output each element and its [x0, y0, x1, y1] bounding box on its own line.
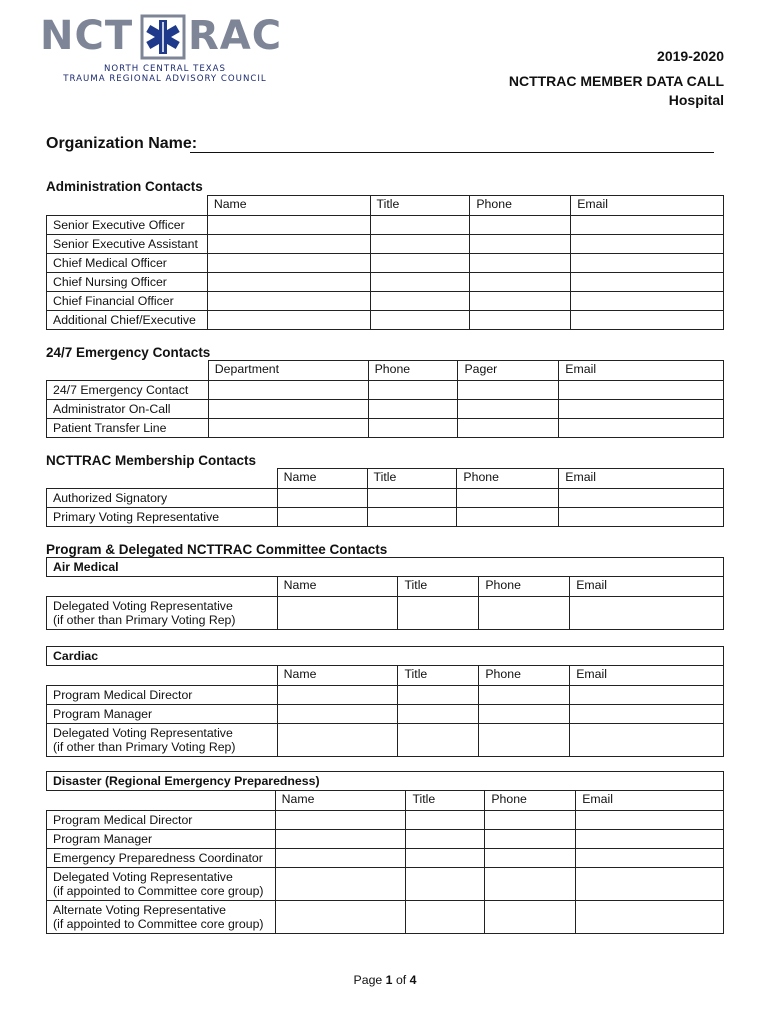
- admin-col-phone: Phone: [470, 196, 571, 216]
- department-cell[interactable]: [208, 419, 368, 438]
- name-cell[interactable]: [207, 216, 370, 235]
- table-row: [47, 400, 724, 419]
- admin-col-email: Email: [571, 196, 724, 216]
- email-cell[interactable]: [576, 830, 724, 849]
- pager-cell[interactable]: [458, 419, 559, 438]
- name-cell[interactable]: [277, 705, 398, 724]
- table-row: [47, 686, 724, 705]
- phone-cell[interactable]: [368, 381, 458, 400]
- admin-col-title: Title: [370, 196, 470, 216]
- email-cell[interactable]: [576, 868, 724, 901]
- email-cell[interactable]: [559, 381, 724, 400]
- table-row: [47, 508, 724, 527]
- air-col-phone: Phone: [479, 577, 570, 597]
- emergency-col-pager: Pager: [458, 361, 559, 381]
- email-cell[interactable]: [570, 724, 724, 757]
- air-medical-table: [46, 557, 724, 630]
- email-cell[interactable]: [576, 849, 724, 868]
- cardiac-col-email: Email: [570, 666, 724, 686]
- page-number: Page 1 of 4: [353, 973, 417, 987]
- table-row: [47, 489, 724, 508]
- phone-cell[interactable]: [485, 811, 576, 830]
- phone-cell[interactable]: [479, 724, 570, 757]
- disaster-table: [46, 771, 724, 934]
- title-cell[interactable]: [370, 311, 470, 330]
- disaster-col-email: Email: [576, 791, 724, 811]
- email-cell[interactable]: [571, 292, 724, 311]
- nctrac-logo: [40, 14, 290, 86]
- title-cell[interactable]: [406, 868, 485, 901]
- document-type: Hospital: [668, 92, 724, 108]
- table-row: [47, 597, 724, 630]
- name-cell[interactable]: [277, 508, 367, 527]
- row-label: Additional Chief/Executive: [47, 311, 208, 330]
- membership-contacts-title: NCTTRAC Membership Contacts: [46, 453, 257, 468]
- row-label: Emergency Preparedness Coordinator: [47, 849, 276, 868]
- name-cell[interactable]: [275, 811, 406, 830]
- email-cell[interactable]: [559, 508, 724, 527]
- air-col-name: Name: [277, 577, 398, 597]
- disaster-col-name: Name: [275, 791, 406, 811]
- department-cell[interactable]: [208, 400, 368, 419]
- row-label: Delegated Voting Representative (if other than Primary Voting Rep): [47, 724, 278, 757]
- email-cell[interactable]: [559, 419, 724, 438]
- email-cell[interactable]: [571, 235, 724, 254]
- row-label: Administrator On-Call: [47, 400, 209, 419]
- email-cell[interactable]: [559, 489, 724, 508]
- name-cell[interactable]: [277, 489, 367, 508]
- disaster-col-title: Title: [406, 791, 485, 811]
- phone-cell[interactable]: [479, 705, 570, 724]
- phone-cell[interactable]: [485, 849, 576, 868]
- phone-cell[interactable]: [470, 273, 571, 292]
- row-label: 24/7 Emergency Contact: [47, 381, 209, 400]
- phone-cell[interactable]: [485, 901, 576, 934]
- title-cell[interactable]: [406, 830, 485, 849]
- row-label: Primary Voting Representative: [47, 508, 278, 527]
- name-cell[interactable]: [275, 830, 406, 849]
- admin-col-name: Name: [207, 196, 370, 216]
- phone-cell[interactable]: [457, 508, 559, 527]
- logo-mark-right: RAC: [188, 13, 283, 59]
- email-cell[interactable]: [571, 311, 724, 330]
- row-label: Alternate Voting Representative (if appointed to Committee core group): [47, 901, 276, 934]
- administration-contacts-title: Administration Contacts: [46, 179, 203, 194]
- star-of-life-icon: [140, 14, 186, 60]
- table-row: [47, 292, 724, 311]
- table-row: [47, 705, 724, 724]
- phone-cell[interactable]: [457, 489, 559, 508]
- title-cell[interactable]: [398, 686, 479, 705]
- department-cell[interactable]: [208, 381, 368, 400]
- email-cell[interactable]: [571, 216, 724, 235]
- row-label: Program Manager: [47, 830, 276, 849]
- organization-name-label: Organization Name:: [46, 135, 198, 152]
- year-label: 2019-2020: [657, 48, 724, 64]
- row-label: Program Medical Director: [47, 686, 278, 705]
- organization-name-field[interactable]: [190, 152, 714, 153]
- row-label: Patient Transfer Line: [47, 419, 209, 438]
- title-cell[interactable]: [370, 235, 470, 254]
- title-cell[interactable]: [370, 292, 470, 311]
- table-row: [47, 311, 724, 330]
- name-cell[interactable]: [207, 292, 370, 311]
- emergency-contacts-title: 24/7 Emergency Contacts: [46, 345, 211, 360]
- phone-cell[interactable]: [485, 830, 576, 849]
- table-row: [47, 811, 724, 830]
- phone-cell[interactable]: [479, 686, 570, 705]
- email-cell[interactable]: [559, 400, 724, 419]
- logo-mark-left: NCT: [40, 13, 134, 59]
- table-row: [47, 901, 724, 934]
- air-col-email: Email: [570, 577, 724, 597]
- email-cell[interactable]: [576, 901, 724, 934]
- table-row: [47, 273, 724, 292]
- name-cell[interactable]: [277, 724, 398, 757]
- disaster-col-phone: Phone: [485, 791, 576, 811]
- program-contacts-title: Program & Delegated NCTTRAC Committee Contacts: [46, 542, 388, 557]
- membership-col-name: Name: [277, 469, 367, 489]
- title-cell[interactable]: [398, 597, 479, 630]
- table-row: [47, 419, 724, 438]
- row-label: Chief Financial Officer: [47, 292, 208, 311]
- table-row: [47, 254, 724, 273]
- table-row: [47, 830, 724, 849]
- emergency-col-phone: Phone: [368, 361, 458, 381]
- title-cell[interactable]: [370, 273, 470, 292]
- phone-cell[interactable]: [470, 235, 571, 254]
- name-cell[interactable]: [207, 273, 370, 292]
- title-cell[interactable]: [406, 901, 485, 934]
- name-cell[interactable]: [207, 235, 370, 254]
- title-cell[interactable]: [367, 508, 457, 527]
- table-row: [47, 216, 724, 235]
- phone-cell[interactable]: [470, 292, 571, 311]
- administration-contacts-table: [46, 195, 724, 330]
- row-label: Chief Nursing Officer: [47, 273, 208, 292]
- logo-subtitle-line2: TRAUMA REGIONAL ADVISORY COUNCIL: [63, 74, 267, 84]
- pager-cell[interactable]: [458, 400, 559, 419]
- logo-subtitle-line1: NORTH CENTRAL TEXAS: [103, 64, 226, 74]
- row-label: Program Medical Director: [47, 811, 276, 830]
- cardiac-table: [46, 646, 724, 757]
- phone-cell[interactable]: [470, 254, 571, 273]
- table-row: [47, 235, 724, 254]
- title-cell[interactable]: [406, 849, 485, 868]
- name-cell[interactable]: [277, 686, 398, 705]
- phone-cell[interactable]: [368, 419, 458, 438]
- membership-contacts-table: [46, 468, 724, 527]
- name-cell[interactable]: [275, 901, 406, 934]
- membership-col-email: Email: [559, 469, 724, 489]
- phone-cell[interactable]: [485, 868, 576, 901]
- phone-cell[interactable]: [479, 597, 570, 630]
- email-cell[interactable]: [571, 254, 724, 273]
- cardiac-col-phone: Phone: [479, 666, 570, 686]
- row-label: Senior Executive Officer: [47, 216, 208, 235]
- email-cell[interactable]: [576, 811, 724, 830]
- cardiac-col-name: Name: [277, 666, 398, 686]
- name-cell[interactable]: [275, 868, 406, 901]
- row-label: Delegated Voting Representative (if appointed to Committee core group): [47, 868, 276, 901]
- cardiac-subtitle: Cardiac: [47, 647, 724, 666]
- pager-cell[interactable]: [458, 381, 559, 400]
- email-cell[interactable]: [570, 597, 724, 630]
- cardiac-col-title: Title: [398, 666, 479, 686]
- table-row: [47, 849, 724, 868]
- name-cell[interactable]: [207, 254, 370, 273]
- name-cell[interactable]: [277, 597, 398, 630]
- disaster-subtitle: Disaster (Regional Emergency Preparedness): [47, 772, 724, 791]
- phone-cell[interactable]: [368, 400, 458, 419]
- email-cell[interactable]: [570, 705, 724, 724]
- row-label: Chief Medical Officer: [47, 254, 208, 273]
- table-row: [47, 724, 724, 757]
- title-cell[interactable]: [370, 216, 470, 235]
- row-label: Delegated Voting Representative (if other than Primary Voting Rep): [47, 597, 278, 630]
- title-cell[interactable]: [370, 254, 470, 273]
- air-medical-subtitle: Air Medical: [47, 558, 724, 577]
- membership-col-phone: Phone: [457, 469, 559, 489]
- emergency-col-email: Email: [559, 361, 724, 381]
- emergency-contacts-table: [46, 360, 724, 438]
- name-cell[interactable]: [207, 311, 370, 330]
- table-row: [47, 868, 724, 901]
- title-cell[interactable]: [367, 489, 457, 508]
- title-cell[interactable]: [398, 724, 479, 757]
- phone-cell[interactable]: [470, 216, 571, 235]
- row-label: Authorized Signatory: [47, 489, 278, 508]
- phone-cell[interactable]: [470, 311, 571, 330]
- email-cell[interactable]: [571, 273, 724, 292]
- document-title: NCTTRAC MEMBER DATA CALL: [508, 73, 724, 89]
- row-label: Senior Executive Assistant: [47, 235, 208, 254]
- membership-col-title: Title: [367, 469, 457, 489]
- table-row: [47, 381, 724, 400]
- air-col-title: Title: [398, 577, 479, 597]
- email-cell[interactable]: [570, 686, 724, 705]
- title-cell[interactable]: [398, 705, 479, 724]
- title-cell[interactable]: [406, 811, 485, 830]
- emergency-col-department: Department: [208, 361, 368, 381]
- name-cell[interactable]: [275, 849, 406, 868]
- row-label: Program Manager: [47, 705, 278, 724]
